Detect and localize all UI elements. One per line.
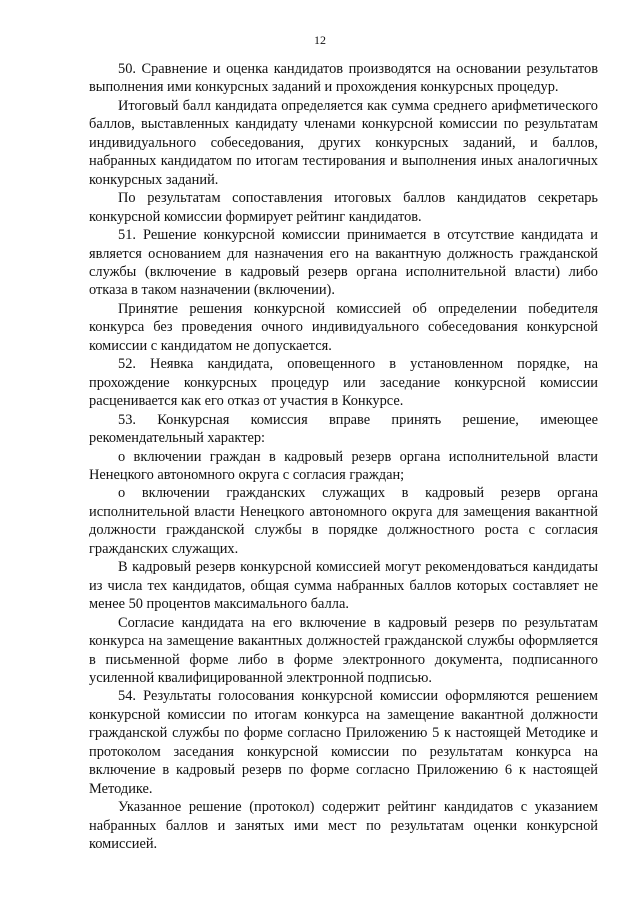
paragraph-decision-content: Указанное решение (протокол) содержит рейтинг кандидатов с указанием набранных баллов и занятых ими мест по результатам оценки конкурсной комиссией.	[89, 799, 598, 853]
paragraph-reserve-citizens: о включении граждан в кадровый резерв органа исполнительной власти Ненецкого автономного округа с согласия граждан;	[89, 448, 598, 483]
paragraph-final-score: Итоговый балл кандидата определяется как сумма среднего арифметического баллов, выставленных кандидату членами конкурсной комиссии по результатам индивидуального собеседования, других конкурсных заданий, и баллов, набранных кандидатом по итогам тестирования и выполнения иных аналогичных конкурсных заданий.	[89, 97, 598, 188]
paragraph-50: 50. Сравнение и оценка кандидатов производятся на основании результатов выполнения ими конкурсных заданий и прохождения конкурсных процедур.	[89, 61, 598, 96]
paragraph-consent: Согласие кандидата на его включение в кадровый резерв по результатам конкурса на замещение вакантных должностей гражданской службы оформляется в письменной форме либо в форме электронного документа, подписанного усиленной квалифицированной электронной подписью.	[89, 614, 598, 686]
paragraph-reserve-servants: о включении гражданских служащих в кадровый резерв органа исполнительной власти Ненецкого автономного округа для замещения вакантной должности гражданской службы в порядке должностного роста с согласия гражданских служащих.	[89, 485, 598, 557]
paragraph-rating: По результатам сопоставления итоговых баллов кандидатов секретарь конкурсной комиссии формирует рейтинг кандидатов.	[89, 190, 598, 225]
document-body	[89, 60, 598, 853]
paragraph-winner-decision: Принятие решения конкурсной комиссией об определении победителя конкурса без проведения очного индивидуального собеседования конкурсной комиссии с кандидатом не допускается.	[89, 300, 598, 354]
page-number: 12	[314, 33, 326, 47]
paragraph-54: 54. Результаты голосования конкурсной комиссии оформляются решением конкурсной комиссии по итогам конкурса на замещение вакантной должности гражданской службы по форме согласно Приложению 5 к настоящей Методике и протоколом заседания конкурсной комиссии по результатам конкурса на включение в кадровый резерв по форме согласно Приложению 6 к настоящей Методике.	[89, 688, 598, 797]
paragraph-53: 53. Конкурсная комиссия вправе принять решение, имеющее рекомендательный характер:	[89, 411, 598, 447]
paragraph-reserve-recommendation: В кадровый резерв конкурсной комиссией могут рекомендоваться кандидаты из числа тех кандидатов, общая сумма набранных баллов которых составляет не менее 50 процентов максимального балла.	[89, 559, 598, 613]
paragraph-52: 52. Неявка кандидата, оповещенного в установленном порядке, на прохождение конкурсных процедур или заседание конкурсной комиссии расценивается как его отказ от участия в Конкурсе.	[89, 356, 598, 410]
paragraph-51: 51. Решение конкурсной комиссии принимается в отсутствие кандидата и является основанием для назначения его на вакантную должность гражданской службы (включение в кадровый резерв органа исполнительной власти) либо отказа в таком назначении (включении).	[89, 227, 598, 299]
